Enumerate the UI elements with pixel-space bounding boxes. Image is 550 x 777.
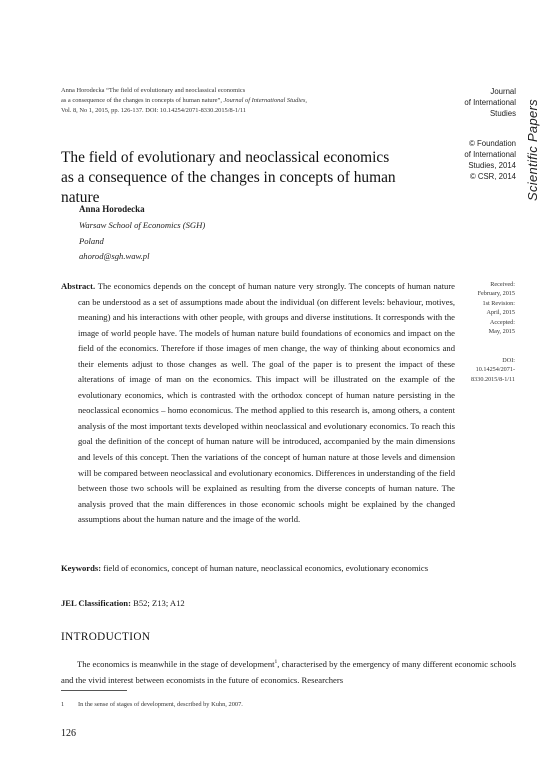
author-email: ahorod@sgh.waw.pl (79, 251, 150, 262)
jel-classification (61, 596, 438, 610)
footnote (61, 700, 243, 710)
revision-label: 1st Revision: (482, 299, 515, 307)
copyright-line-4: © CSR, 2014 (469, 172, 516, 181)
paper-title (61, 148, 421, 208)
keywords-text: field of economics, concept of human nature, neoclassical economics, evolutionary economics (103, 563, 429, 573)
abstract (61, 279, 455, 528)
page-number: 126 (61, 728, 76, 739)
author-name: Anna Horodecka (79, 204, 145, 214)
footnote-number: 1 (61, 701, 65, 708)
copyright-line-1: © Foundation (469, 139, 516, 148)
jel-label: JEL Classification: (61, 598, 131, 608)
received-date (447, 280, 515, 336)
title-line-2: as a consequence of the changes in concepts of human nature (61, 169, 396, 206)
journal-line-3: Studies (489, 109, 516, 118)
scientific-papers-label: Scientific Papers (525, 99, 540, 201)
journal-line-1: Journal (490, 87, 516, 96)
section-heading: INTRODUCTION (61, 631, 151, 643)
doi-label: DOI: (502, 357, 515, 364)
doi-sidenote (447, 356, 515, 384)
author-affiliation (79, 218, 205, 265)
intro-text-after: , characterised by the emergency of many different economic schools and the vivid interest between economists in the future of economics. Researchers (61, 659, 517, 685)
title-line-1: The field of evolutionary and neoclassical economics (61, 149, 390, 166)
doi-value-2: 8330.2015/8-1/11 (471, 375, 515, 383)
footnote-rule (61, 690, 127, 691)
journal-line-2: of International (464, 98, 516, 107)
citation-line-1: Anna Horodecka “The field of evolutionary and neoclassical economics (61, 87, 246, 94)
doi-value-1: 10.14254/2071- (475, 366, 515, 374)
abstract-label: Abstract. (61, 281, 96, 291)
author-institution: Warsaw School of Economics (SGH) (79, 220, 206, 230)
intro-paragraph (61, 657, 516, 688)
copyright-block (420, 138, 516, 182)
footnote-mark: 1 (274, 659, 278, 666)
footnote-text: In the sense of stages of development, described by Kuhn, 2007. (78, 701, 243, 708)
citation-line-3: Vol. 8, No 1, 2015, pp. 126-137. DOI: 10.14254/2071-8330.2015/8-1/11 (61, 107, 246, 115)
keywords (61, 561, 455, 577)
accepted-label: Accepted: (489, 318, 515, 326)
accepted-value: May, 2015 (488, 328, 515, 336)
citation-header (61, 86, 441, 117)
jel-text: B52; Z13; A12 (133, 598, 185, 608)
citation-line-2-text: as a consequence of the changes in concepts of human nature”, (61, 97, 224, 105)
received-label: Received: (490, 281, 515, 288)
copyright-line-3: Studies, 2014 (468, 161, 516, 170)
copyright-line-2: of International (464, 150, 516, 159)
citation-line-2 (61, 96, 441, 106)
journal-name-block (438, 86, 516, 119)
revision-value: April, 2015 (486, 309, 515, 317)
intro-text-before: The economics is meanwhile in the stage of development (77, 659, 275, 669)
keywords-label: Keywords: (61, 563, 102, 573)
received-value: February, 2015 (477, 290, 515, 298)
author-country: Poland (79, 235, 104, 246)
citation-journal-name: Journal of International Studies, (223, 97, 307, 105)
abstract-text: The economics depends on the concept of human nature very strongly. The concepts of human nature can be understood as a set of assumptions made about the individual (on different levels: behaviour, motives, meaning) and his interactions with other people, with groups and diverse institutions. It corresponds with the image of world people have. The models of human nature build foundations of economics and impact on the field of the economics. Therefore if those images of men change, the way of thinking about economics and their elements adjust to those changes as well. The goal of the paper is to present the impact of these alterations of image of man on the economics. This impact will be illustrated on the example of the evolutionary economics, which is contrasted with the orthodox concept of human nature persisting in the neoclassical economics – homo economicus. The method applied to this research is, among others, a content analysis of the most important texts developed within neoclassical and evolutionary economics. To reach this goal the definition of the concept of human nature will be introduced, accompanied by the main dimensions and levels of this concept. Then the variations of the concept of human nature at those levels and dimension will be compared between neoclassical and evolutionary economics. Differences in understanding of the field between those two schools will be explained as resulting from the diverse concepts of human nature. The analysis proved that the main differences in those economic schools might be explained by the changed assumptions about the human nature and the image of the world. (78, 281, 455, 525)
